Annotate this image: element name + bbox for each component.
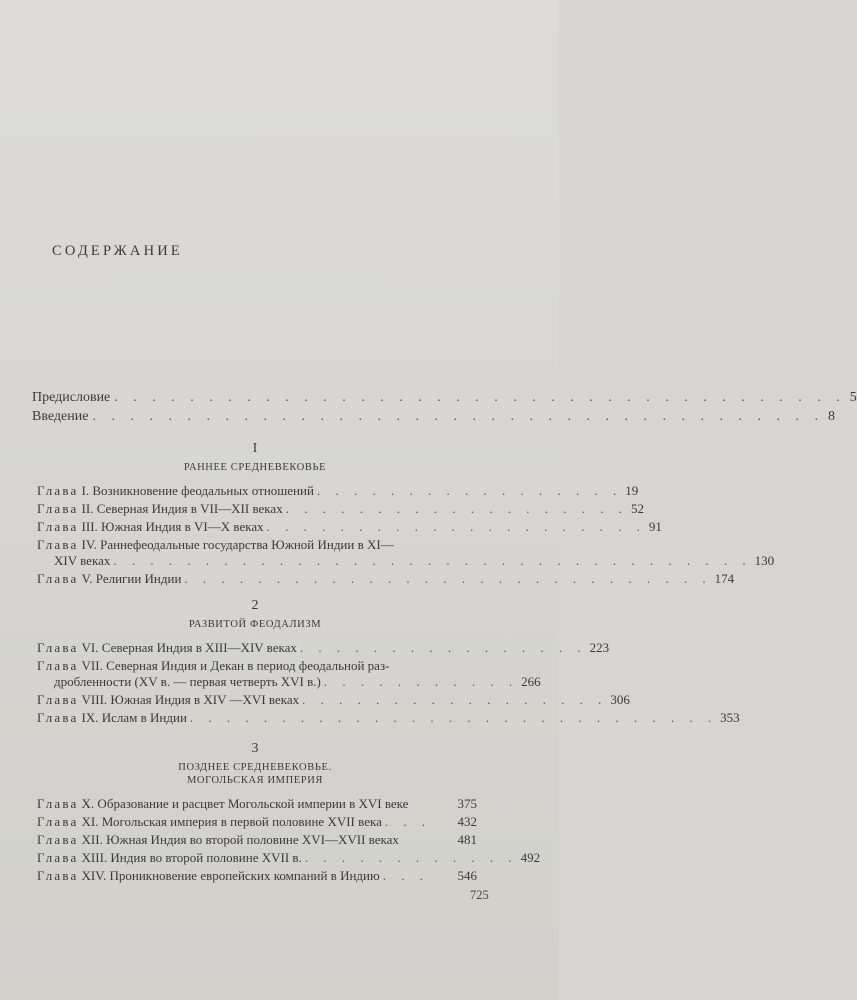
entry-page: 266 (521, 674, 541, 689)
leader-dots: . . . . . . . . . . . . . . . . . . . . . . . . . . . . . . . . . . . (113, 553, 752, 568)
section-2-heading (32, 598, 478, 631)
leader-dots: . . . . . . . . . . . . . . . . . . . . . . . . . . . . . (184, 571, 712, 586)
toc-entry: Глава VI. Северная Индия в XIII—XIV веках . . . . . . . . . . . . . . . . 223 (37, 640, 610, 655)
entry-page: 8 (827, 409, 835, 424)
front-entry-preface (32, 390, 857, 409)
page-number: 725 (470, 888, 489, 902)
toc-entry: Глава XIII. Индия во второй половине XVII в. . . . . . . . . . . . . 492 (37, 850, 541, 865)
entry-page: 174 (714, 571, 735, 586)
leader-dots: . . . . . . . . . . . . . . . . . . . (285, 501, 628, 516)
toc-entry: Глава IV. Раннефеодальные государства Южной Индии в XI— XIV веках . . . . . . . . . . . . . . . . . . . . . . . . . . . . . . . . . . . 130 (37, 537, 775, 568)
section-title-line-2: МОГОЛЬСКАЯ ИМПЕРИЯ (186, 775, 324, 786)
entry-label: Предисловие (32, 390, 111, 405)
toc-entry: Глава II. Северная Индия в VII—XII веках . . . . . . . . . . . . . . . . . . . 52 (37, 501, 644, 516)
section-title-line-1: ПОЗДНЕЕ СРЕДНЕВЕКОВЬЕ. (178, 762, 332, 773)
toc-entry: Глава XII. Южная Индия во второй половине XVI—XVII веках 481 (37, 832, 477, 847)
entry-page: 481 (457, 832, 477, 847)
section-3-heading (32, 741, 478, 787)
page-title: СОДЕРЖАНИЕ (52, 243, 183, 259)
section-number: 3 (251, 741, 259, 756)
leader-dots: . . . . . . . . . . . . . . . . . . . . . (266, 519, 646, 534)
leader-dots: . . . . . . . . . . . . . . . . . . . . . . . . . . . . . (189, 710, 718, 725)
entry-page: 223 (589, 640, 610, 655)
toc-entry: Глава I. Возникновение феодальных отношений . . . . . . . . . . . . . . . . . 19 (37, 483, 639, 498)
leader-dots: . . . . . . . . . . . . . . . . . . . . . . . . . . . . . . . . . . . . . . . (92, 409, 824, 424)
entry-page: 19 (625, 483, 639, 498)
leader-dots: . . . . . . . . . . . . (304, 850, 518, 865)
leader-dots: . . . (384, 814, 432, 829)
toc-entry: Глава IX. Ислам в Индии . . . . . . . . . . . . . . . . . . . . . . . . . . . . . 353 (37, 710, 740, 725)
section-number: 2 (251, 598, 259, 613)
toc-entry: Глава XIV. Проникновение европейских компаний в Индию . . . 546 (37, 868, 477, 883)
entry-page: 375 (457, 796, 477, 811)
leader-dots: . . . (382, 868, 429, 883)
leader-dots: . . . . . . . . . . . . . . . . . . . . . . . . . . . . . . . . . . . . . . . (114, 390, 846, 405)
leader-dots: . . . . . . . . . . . . . . . . . (316, 483, 623, 498)
section-1-entries (37, 483, 775, 589)
entry-page: 306 (610, 692, 630, 707)
front-entry-introduction (32, 409, 835, 428)
entry-page: 52 (630, 501, 644, 516)
toc-entry: Глава XI. Могольская империя в первой половине XVII века . . . 432 (37, 814, 477, 829)
entry-page: 91 (648, 519, 662, 534)
leader-dots: . . . . . . . . . . . . . . . . . (302, 692, 608, 707)
front-matter-list (32, 390, 857, 428)
section-title: РАННЕЕ СРЕДНЕВЕКОВЬЕ (183, 462, 327, 473)
entry-page: 353 (720, 710, 740, 725)
entry-page: 492 (520, 850, 541, 865)
entry-label: Введение (32, 409, 89, 424)
entry-page: 5 (849, 390, 857, 405)
section-1-heading (32, 441, 478, 474)
section-3-entries (37, 796, 541, 886)
toc-entry: Глава VIII. Южная Индия в XIV —XVI веках . . . . . . . . . . . . . . . . . 306 (37, 692, 630, 707)
entry-page: 130 (754, 553, 775, 568)
leader-dots: . . . . . . . . . . . . . . . . (299, 640, 587, 655)
section-2-entries (37, 640, 740, 728)
toc-entry: Глава X. Образование и расцвет Могольской империи в XVI веке 375 (37, 796, 477, 811)
entry-page: 546 (457, 868, 477, 883)
toc-entry: Глава III. Южная Индия в VI—X веках . . . . . . . . . . . . . . . . . . . . . 91 (37, 519, 662, 534)
entry-page: 432 (457, 814, 477, 829)
toc-entry: Глава VII. Северная Индия и Декан в период феодальной раз- дробленности (XV в. — первая четверть XVI в.) . . . . . . . . . . . 266 (37, 658, 541, 689)
leader-dots: . . . . . . . . . . . (323, 674, 519, 689)
section-title: РАЗВИТОЙ ФЕОДАЛИЗМ (188, 619, 322, 630)
toc-entry: Глава V. Религии Индии . . . . . . . . . . . . . . . . . . . . . . . . . . . . . 174 (37, 571, 735, 586)
section-number: I (252, 441, 258, 456)
